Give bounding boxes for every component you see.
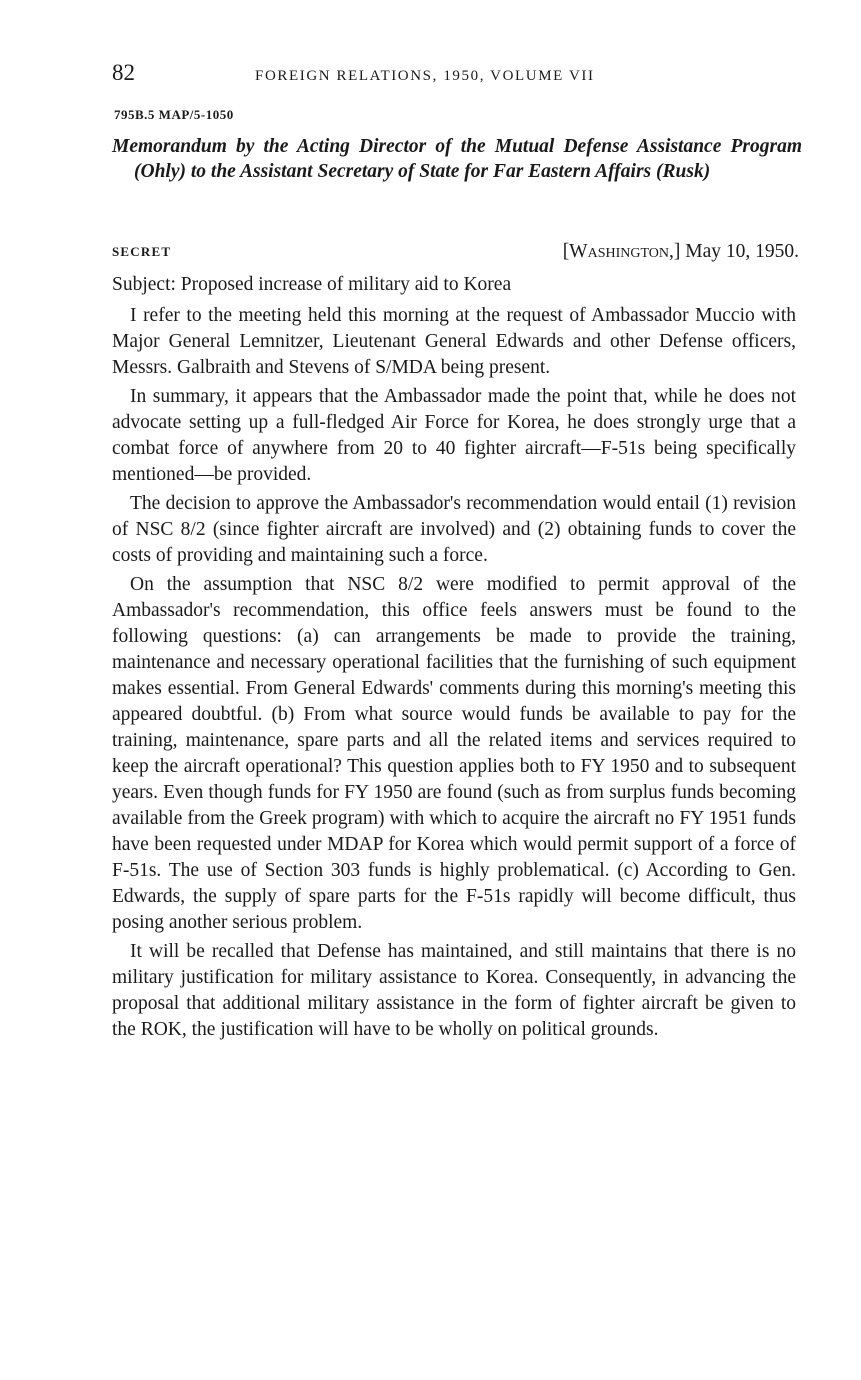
- body-paragraph: It will be recalled that Defense has maintained, and still maintains that there is no military justification for military assistance to Korea. Consequently, in advancing the proposal that additional military assistance in the form of fighter aircraft be given to the ROK, the justification will have to be wholly on political grounds.: [112, 941, 796, 1040]
- body-paragraph: I refer to the meeting held this morning at the request of Ambassador Muccio with Major General Lemnitzer, Lieutenant General Edwards and other Defense officers, Messrs. Galbraith and Stevens of S/MDA being present.: [112, 305, 796, 378]
- body-paragraph: In summary, it appears that the Ambassador made the point that, while he does not advocate setting up a full-fledged Air Force for Korea, he does strongly urge that a combat force of anywhere from 20 to 40 fighter aircraft—F-51s being specifically mentioned—be provided.: [112, 386, 796, 485]
- memorandum-body: [112, 303, 796, 1046]
- classification-label: SECRET: [112, 244, 172, 259]
- body-paragraph: The decision to approve the Ambassador's recommendation would entail (1) revision of NSC 8/2 (since fighter aircraft are involved) and (2) obtaining funds to cover the costs of providing and maintaining such a force.: [112, 493, 796, 566]
- subject-text: Proposed increase of military aid to Korea: [180, 274, 512, 295]
- dateline-date: May 10, 1950.: [685, 241, 799, 262]
- file-number: 795B.5 MAP/5-1050: [114, 107, 234, 122]
- body-paragraph: On the assumption that NSC 8/2 were modified to permit approval of the Ambassador's recommendation, this office feels answers must be found to the following questions: (a) can arrangements be made to provide the training, maintenance and necessary operational facilities that the furnishing of such equipment makes essential. From General Edwards' comments during this morning's meeting this appeared doubtful. (b) From what source would funds be available to pay for the training, maintenance, spare parts and all the related items and services required to keep the aircraft operational? This question applies both to FY 1950 and to subsequent years. Even though funds for FY 1950 are found (such as from surplus funds becoming available from the Greek program) with which to acquire the aircraft no FY 1951 funds have been requested under MDAP for Korea which would permit support of a force of F-51s. The use of Section 303 funds is highly problematical. (c) According to Gen. Edwards, the supply of spare parts for the F-51s rapidly will become difficult, thus posing another serious problem.: [112, 574, 796, 933]
- subject-line: [112, 272, 802, 298]
- dateline: [563, 240, 799, 264]
- dateline-place: [Washington,]: [562, 241, 681, 262]
- subject-label: Subject:: [112, 274, 176, 295]
- running-head: [112, 60, 802, 90]
- running-title: FOREIGN RELATIONS, 1950, VOLUME VII: [255, 68, 595, 84]
- document-title-text: Memorandum by the Acting Director of the Mutual Defense Assistance Program (Ohly) to the Assistant Secretary of State for Far Eastern Affairs (Rusk): [112, 136, 802, 182]
- page-number: 82: [112, 60, 135, 85]
- document-title: [112, 134, 802, 184]
